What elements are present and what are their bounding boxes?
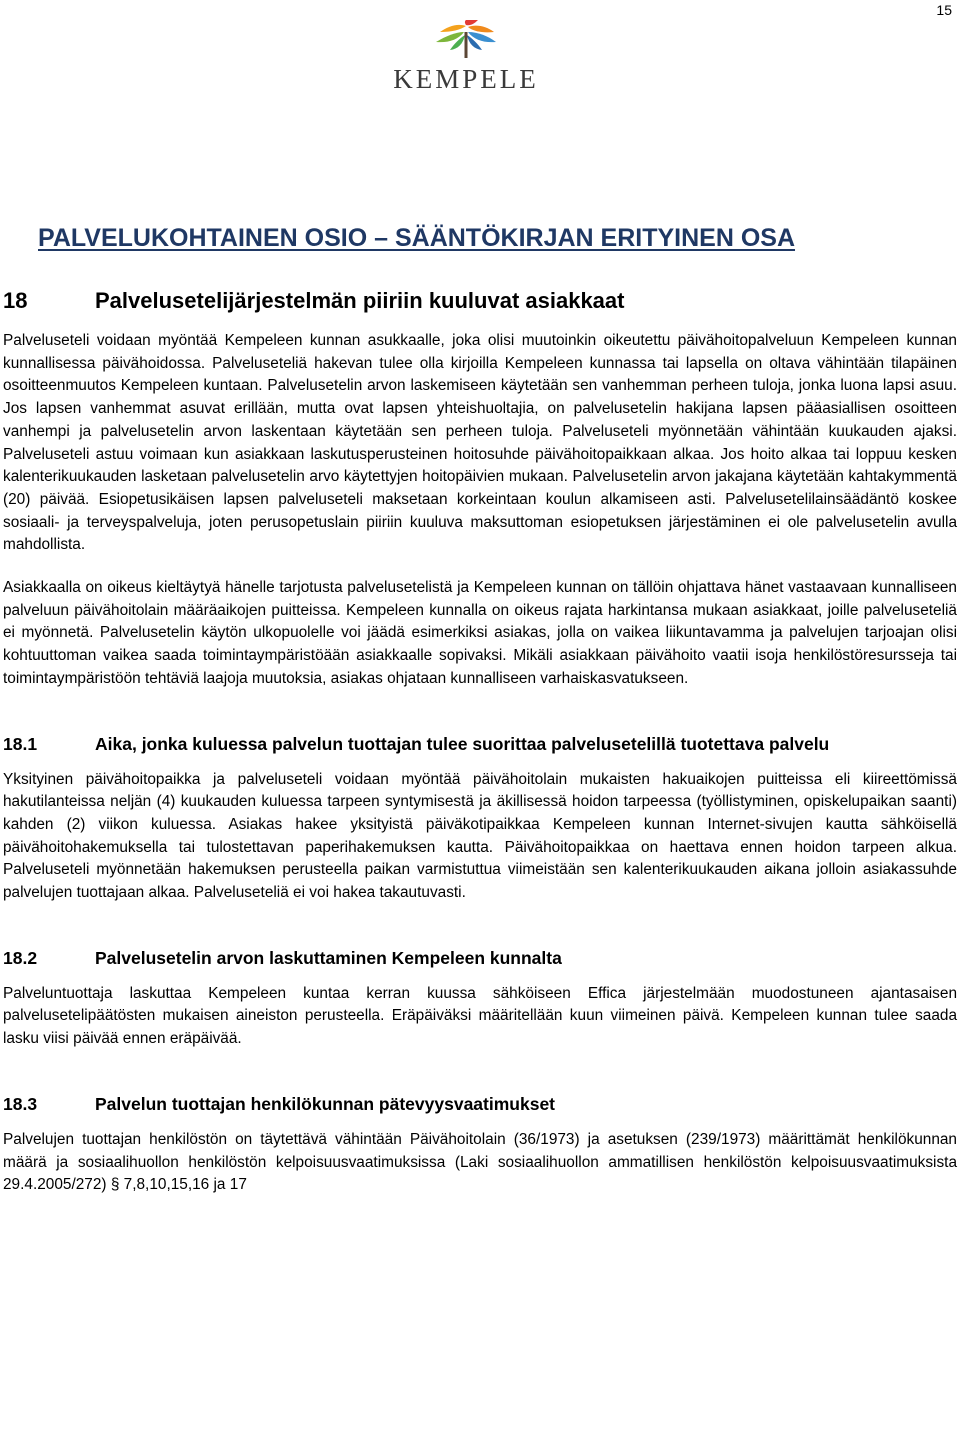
- page-number: 15: [936, 2, 952, 18]
- section-title: Palvelusetelijärjestelmän piiriin kuuluvat asiakkaat: [95, 288, 625, 313]
- section-heading: [3, 288, 957, 314]
- logo-text: KEMPELE: [393, 64, 539, 94]
- document-body: [3, 288, 957, 1197]
- subsection-heading: [3, 1091, 957, 1117]
- subsection-heading: [3, 731, 957, 757]
- subsection-heading: [3, 945, 957, 971]
- subsection-title: Palvelun tuottajan henkilökunnan pätevyysvaatimukset: [95, 1093, 555, 1114]
- paragraph: Yksityinen päivähoitopaikka ja palveluseteli voidaan myöntää päivähoitolain mukaisten hakuaikojen puitteissa eli kiireettömissä hakutilanteissa neljän (4) kuukauden kuluessa tarpeen syntymisestä ja äkillisessä hoidon tarpeessa (työllistyminen, opiskelupaikan saanti) kahden (2) viikon kuluessa. Asiakas hakee yksityistä päiväkotipaikkaa Kempeleen kunnan Internet-sivujen kautta sähköisellä päivähoitohakemuksella tai tulostettavan paperihakemuksen kautta. Päivähoitopaikkaa on haettava ennen hoidon tarpeen alkua. Palveluseteli myönnetään hakemuksen perusteella paikan varmistuttua viimeistään sen kalenterikuukauden aikana jolloin asiakassuhde palvelujen tuottajaan alkaa. Palveluseteliä ei voi hakea takautuvasti.: [3, 770, 957, 902]
- subsection-title: Aika, jonka kuluessa palvelun tuottajan tulee suorittaa palvelusetelillä tuotettava palvelu: [95, 733, 830, 754]
- paragraph: Palvelujen tuottajan henkilöstön on täytettävä vähintään Päivähoitolain (36/1973) ja asetuksen (239/1973) määrittämät henkilökunnan määrä ja sosiaalihuollon henkilöstön kelpoisuusvaatimuksissa (Laki sosiaalihuollon ammatillisen henkilöstön kelpoisuusvaatimuksista 29.4.2005/272) § 7,8,10,15,16 ja 17: [3, 1130, 957, 1194]
- section-18: [3, 288, 957, 691]
- page-title: PALVELUKOHTAINEN OSIO – SÄÄNTÖKIRJAN ERITYINEN OSA: [38, 224, 796, 252]
- section-18-2: [3, 945, 957, 1051]
- subsection-number: 18.3: [3, 1093, 38, 1114]
- tree-icon: [388, 20, 544, 64]
- subsection-number: 18.2: [3, 947, 38, 968]
- paragraph: Asiakkaalla on oikeus kieltäytyä hänelle tarjotusta palvelusetelistä ja Kempeleen kunnan on tällöin ohjattava hänet vastaavaan kunnalliseen palveluun päivähoitolain määräaikojen puitteissa. Kempeleen kunnalla on oikeus rajata harkintansa mukaan asiakkaat, joille palveluseteliä ei myönnetä. Palvelusetelin käytön ulkopuolelle voi jäädä esimerkiksi asiakas, jolla on vaikea liikuntavamma ja palvelujen tarjoajan olisi kohtuuttoman vaikea saada toimintaympäristöään asiakkaalle sopivaksi. Mikäli asiakkaan päivähoito vaatii isoja henkilöstöresursseja tai toimintaympäristöön tehtäviä laajoja muutoksia, asiakas ohjataan kunnalliseen varhaiskasvatukseen.: [3, 579, 957, 687]
- section-number: 18: [3, 288, 28, 313]
- paragraph: Palveluseteli voidaan myöntää Kempeleen kunnan asukkaalle, joka olisi muutoinkin oikeutettu päivähoitopalveluun Kempeleen kunnan kunnallisessa päivähoidossa. Palveluseteliä hakevan tulee olla kirjoilla Kempeleen kunnassa tai lapsella on oltava vähintään tilapäinen osoitteenmuutos Kempeleen kuntaan. Palvelusetelin arvon laskemiseen käytetään sen vanhemman perheen tuloja, jonka luona lapsi asuu. Jos lapsen vanhemmat asuvat erillään, mutta ovat lapsen yhteishuoltajia, on palvelusetelin hakijana lapsen pääasiallisen osoitteen vanhempi ja palvelusetelin arvon laskentaan käytetään sen perheen tuloja. Palveluseteli myönnetään vähintään kuukauden ajaksi. Palveluseteli astuu voimaan kun asiakkaan laskutusperusteinen hoitosuhde päivähoitopaikkaan alkaa. Jos hoito alkaa tai loppuu kesken kalenterikuukauden lasketaan palvelusetelin arvo käytettyjen hoitopäivien mukaan. Palvelusetelin arvon jakajana käytetään kahtakymmentä (20) päivää. Esiopetusikäisen lapsen palveluseteli maksetaan korkeintaan koulun alkamiseen asti. Palvelusetelilainsäädäntö koskee sosiaali- ja terveyspalveluja, joten perusopetuslain piiriin kuuluva maksuttoman esiopetuksen järjestäminen ei ole palvelusetelin avulla mahdollista.: [3, 332, 957, 554]
- section-18-1: [3, 731, 957, 905]
- section-18-3: [3, 1091, 957, 1197]
- paragraph: Palveluntuottaja laskuttaa Kempeleen kuntaa kerran kuussa sähköiseen Effica järjestelmään muodostuneen ajantasaisen palvelusetelipäätösten mukaisen aineiston perusteella. Eräpäiväksi määritellään kuun viimeinen päivä. Kempeleen kunnan tulee saada lasku viisi päivää ennen eräpäivää.: [3, 984, 957, 1048]
- subsection-number: 18.1: [3, 733, 38, 754]
- kempele-logo: [388, 20, 544, 94]
- subsection-title: Palvelusetelin arvon laskuttaminen Kempeleen kunnalta: [95, 947, 562, 968]
